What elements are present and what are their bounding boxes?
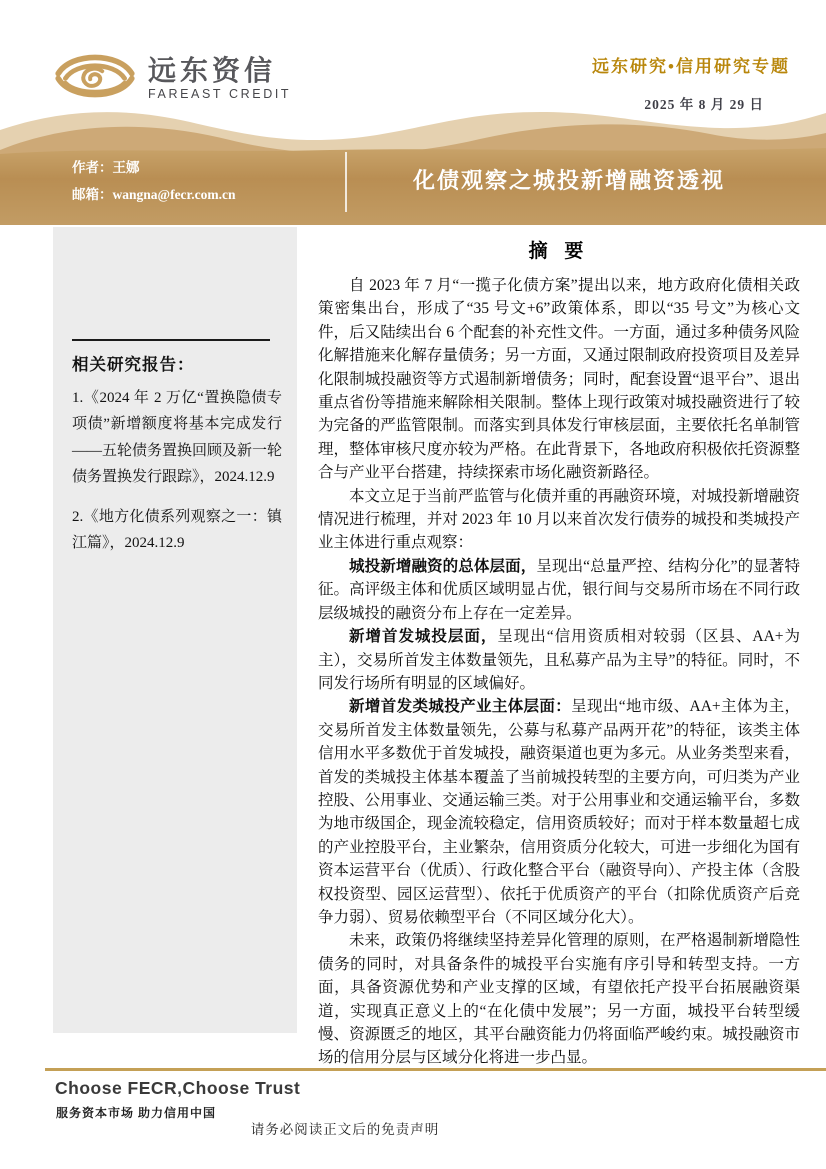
- abstract-paragraph-text: 呈现出“信用资质相对较弱（区县、AA+为主），交易所首发主体数量领先，且私募产品为主导”的特征。同时，不同发行场所有明显的区域偏好。: [318, 628, 800, 692]
- fareast-credit-logo-icon: [55, 46, 135, 111]
- fareast-credit-logo: [55, 46, 291, 111]
- footer-disclaimer: 请务必阅读正文后的免责声明: [250, 1122, 440, 1137]
- abstract-paragraph: [318, 485, 800, 555]
- title-banner: [0, 104, 826, 225]
- banner-divider: [345, 152, 347, 212]
- abstract-paragraph-text: 未来，政策仍将继续坚持差异化管理的原则，在严格遏制新增隐性债务的同时，对具备条件的城投平台实施有序引导和转型支持。一方面，具备资源优势和产业支撑的区域，有望依托产投平台拓展融资渠道，实现真正意义上的“在化债中发展”；另一方面，城投平台转型缓慢、资源匮乏的地区，其平台融资能力仍将面临严峻约束。城投融资市场的信用分层与区域分化将进一步凸显。: [318, 932, 800, 1067]
- logo-name-en: FAREAST CREDIT: [148, 86, 292, 101]
- footer-divider-line: [45, 1068, 826, 1071]
- author-email: 邮箱：wangna@fecr.com.cn: [72, 187, 236, 202]
- abstract-paragraph-lead: 新增首发城投层面，: [349, 628, 498, 646]
- abstract-paragraph: [318, 555, 800, 625]
- abstract-paragraph: [318, 929, 800, 1069]
- related-reports-heading: 相关研究报告：: [72, 355, 195, 374]
- sidebar-rule: [72, 339, 270, 341]
- abstract-paragraph-text: 本文立足于当前严监管与化债并重的再融资环境，对城投新增融资情况进行梳理，并对 2023 年 10 月以来首次发行债券的城投和类城投产业主体进行重点观察：: [318, 487, 800, 552]
- footer-slogan-cn: 服务资本市场 助力信用中国: [56, 1106, 217, 1120]
- related-reports-list: [72, 385, 282, 571]
- report-date: 2025 年 8 月 29 日: [644, 97, 764, 112]
- related-report-item: 1.《2024 年 2 万亿“置换隐债专项债”新增额度将基本完成发行——五轮债务置换回顾及新一轮债务置换发行跟踪》，2024.12.9: [72, 390, 283, 485]
- author-block: [72, 154, 236, 208]
- abstract-paragraph-text: 呈现出“总量严控、结构分化”的显著特征。高评级主体和优质区域明显占优，银行间与交易所市场在不同行政层级城投的融资分布上存在一定差异。: [318, 557, 800, 622]
- logo-name-cn: 远东资信: [148, 54, 277, 86]
- abstract-paragraph-text: 呈现出“地市级、AA+主体为主，交易所首发主体数量领先，公募与私募产品两开花”的特征，该类主体信用水平多数优于首发城投，融资渠道也更为多元。从业务类型来看，首发的类城投主体基本覆盖了当前城投转型的主要方向，可归类为产业控股、公用事业、交通运输三类。对于公用事业和交通运输平台，多数为地市级国企，现金流较稳定，信用资质较好；而对于样本数量超七成的产业控股平台，主业繁杂，信用资质分化较大，可进一步细化为国有资本运营平台（优质）、行政化整合平台（融资导向）、产投主体（含股权投资型、园区运营型）、依托于优质资产的平台（扣除优质资产后竞争力弱）、贸易依赖型平台（不同区域分化大）。: [318, 698, 800, 926]
- logo-text: [148, 54, 292, 101]
- related-report-item: 2.《地方化债系列观察之一：镇江篇》，2024.12.9: [72, 509, 282, 552]
- report-title: 化债观察之城投新增融资透视: [412, 168, 725, 193]
- abstract-paragraph: [318, 625, 800, 695]
- abstract-paragraph-text: 自 2023 年 7 月“一揽子化债方案”提出以来，地方政府化债相关政策密集出台，形成了“35 号文+6”政策体系，即以“35 号文”为核心文件，后又陆续出台 6 个配套的补充性文件。一方面，通过多种债务风险化解措施来化解存量债务；另一方面，又通过限制政府投资项目及差异化限制城投融资等方式遏制新增债务；同时，配套设置“退平台”、退出重点省份等措施来解除相关限制。整体上现行政策对城投融资进行了较为完备的严监管限制。而落实到具体发行审核层面，主要依托名单制管理，整体审核尺度亦较为严格。在此背景下，各地政府积极依托资源整合与产业平台搭建，持续探索市场化融资新路径。: [318, 277, 800, 482]
- abstract-paragraph-lead: 城投新增融资的总体层面，: [349, 557, 537, 575]
- author-name: 作者：王娜: [72, 160, 140, 175]
- related-reports-sidebar: [53, 227, 297, 1033]
- abstract-section: [318, 236, 800, 1070]
- abstract-paragraph: [318, 274, 800, 485]
- abstract-paragraph: [318, 695, 800, 929]
- footer-slogan-en: Choose FECR,Choose Trust: [55, 1078, 301, 1098]
- report-series-label: 远东研究•信用研究专题: [592, 57, 790, 76]
- abstract-paragraph-lead: 新增首发类城投产业主体层面：: [349, 698, 572, 716]
- abstract-heading: 摘 要: [528, 241, 590, 262]
- abstract-body: [318, 274, 800, 1070]
